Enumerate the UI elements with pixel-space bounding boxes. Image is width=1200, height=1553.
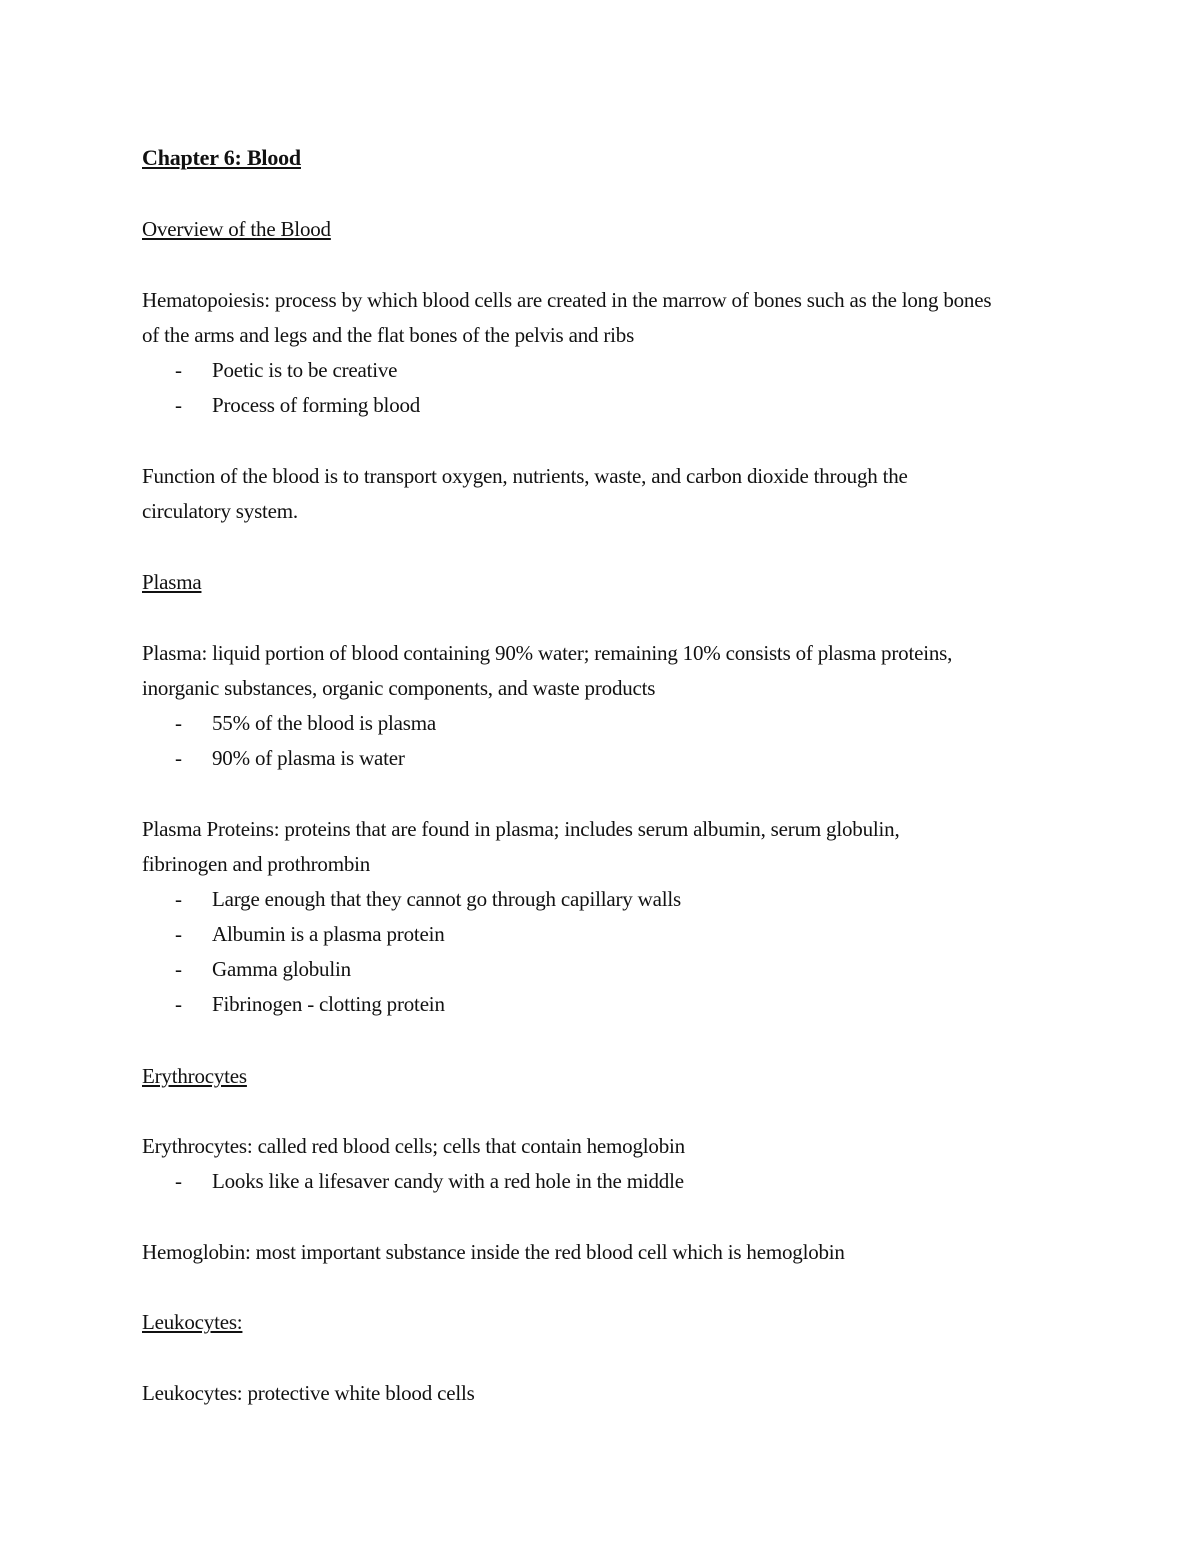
section-heading-overview: Overview of the Blood — [142, 217, 331, 241]
list-item-text: Fibrinogen - clotting protein — [212, 992, 445, 1016]
plasma-definition-line-1: Plasma: liquid portion of blood containing 90% water; remaining 10% consists of plasma proteins, — [142, 641, 953, 665]
section-heading-leukocytes: Leukocytes: — [142, 1310, 243, 1334]
erythrocytes-definition: Erythrocytes: called red blood cells; cells that contain hemoglobin — [142, 1134, 685, 1158]
list-item-text: Gamma globulin — [212, 957, 351, 981]
bullet-dash: - — [175, 711, 182, 735]
bullet-dash: - — [175, 1169, 182, 1193]
page-title: Chapter 6: Blood — [142, 145, 301, 170]
plasma-proteins-line-2: fibrinogen and prothrombin — [142, 852, 371, 876]
list-item-text: 55% of the blood is plasma — [212, 711, 437, 735]
section-heading-plasma: Plasma — [142, 570, 202, 594]
hemoglobin-definition: Hemoglobin: most important substance inside the red blood cell which is hemoglobin — [142, 1240, 845, 1264]
bullet-dash: - — [175, 358, 182, 382]
hematopoiesis-definition-line-1: Hematopoiesis: process by which blood cells are created in the marrow of bones such as the long bones — [142, 288, 992, 312]
bullet-dash: - — [175, 746, 182, 770]
list-item-text: Looks like a lifesaver candy with a red hole in the middle — [212, 1169, 684, 1193]
list-item-text: Poetic is to be creative — [212, 358, 398, 382]
blood-function-line-2: circulatory system. — [142, 499, 298, 523]
plasma-definition-line-2: inorganic substances, organic components, and waste products — [142, 676, 656, 700]
bullet-dash: - — [175, 887, 182, 911]
list-item-text: Process of forming blood — [212, 393, 421, 417]
list-item-text: 90% of plasma is water — [212, 746, 405, 770]
bullet-dash: - — [175, 992, 182, 1016]
leukocytes-definition: Leukocytes: protective white blood cells — [142, 1381, 475, 1405]
section-heading-erythrocytes: Erythrocytes — [142, 1064, 247, 1088]
list-item-text: Albumin is a plasma protein — [212, 922, 445, 946]
hematopoiesis-definition-line-2: of the arms and legs and the flat bones of the pelvis and ribs — [142, 323, 635, 347]
list-item-text: Large enough that they cannot go through capillary walls — [212, 887, 681, 911]
bullet-dash: - — [175, 393, 182, 417]
blood-function-line-1: Function of the blood is to transport oxygen, nutrients, waste, and carbon dioxide through the — [142, 464, 908, 488]
plasma-proteins-line-1: Plasma Proteins: proteins that are found in plasma; includes serum albumin, serum globulin, — [142, 817, 900, 841]
bullet-dash: - — [175, 922, 182, 946]
bullet-dash: - — [175, 957, 182, 981]
